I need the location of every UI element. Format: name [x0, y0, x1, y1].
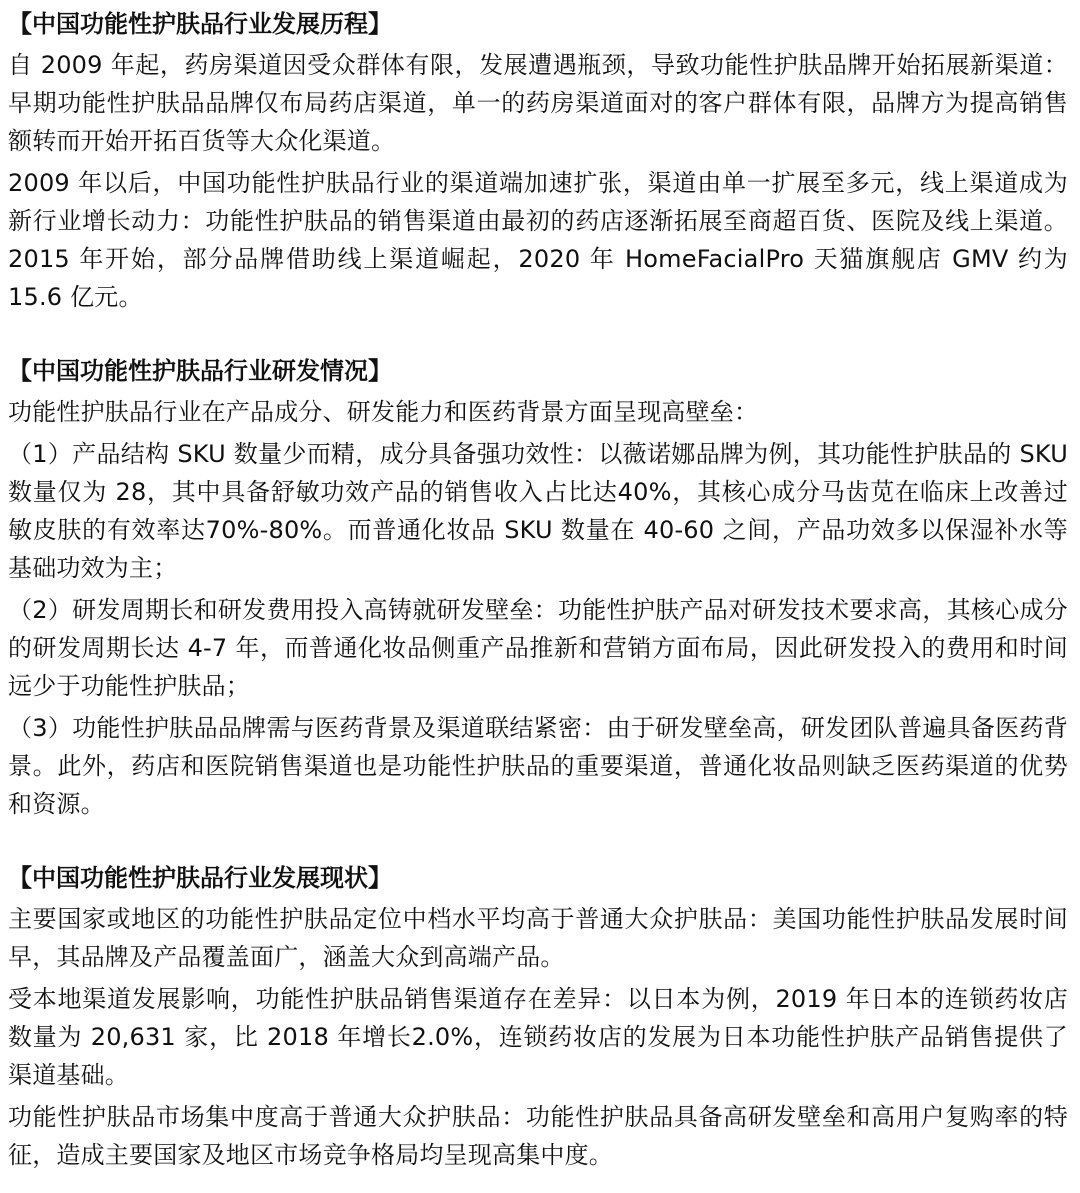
- paragraph: 受本地渠道发展影响，功能性护肤品销售渠道存在差异：以日本为例，2019 年日本的连锁药妆店数量为 20,631 家，比 2018 年增长2.0%，连锁药妆店的发展为日本功能性护肤产品销售提供了渠道基础。: [8, 985, 1068, 1089]
- section-rnd-status: [8, 349, 1068, 823]
- section-title: 【中国功能性护肤品行业发展历程】: [8, 10, 392, 38]
- section-development-history: [8, 2, 1068, 316]
- paragraph: 功能性护肤品市场集中度高于普通大众护肤品：功能性护肤品具备高研发壁垒和高用户复购率的特征，造成主要国家及地区市场竞争格局均呈现高集中度。: [8, 1103, 1068, 1169]
- paragraph: 自 2009 年起，药房渠道因受众群体有限，发展遭遇瓶颈，导致功能性护肤品牌开始拓展新渠道：早期功能性护肤品品牌仅布局药店渠道，单一的药房渠道面对的客户群体有限，品牌方为提高销售额转而开始开拓百货等大众化渠道。: [8, 51, 1068, 155]
- paragraph: （3）功能性护肤品品牌需与医药背景及渠道联结紧密：由于研发壁垒高，研发团队普遍具备医药背景。此外，药店和医院销售渠道也是功能性护肤品的重要渠道，普通化妆品则缺乏医药渠道的优势和资源。: [8, 714, 1068, 818]
- paragraph: 功能性护肤品行业在产品成分、研发能力和医药背景方面呈现高壁垒：: [8, 398, 759, 426]
- section-current-status: [8, 856, 1068, 1174]
- paragraph: 主要国家或地区的功能性护肤品定位中档水平均高于普通大众护肤品：美国功能性护肤品发展时间早，其品牌及产品覆盖面广，涵盖大众到高端产品。: [8, 905, 1068, 971]
- paragraph: （1）产品结构 SKU 数量少而精，成分具备强功效性：以薇诺娜品牌为例，其功能性护肤品的 SKU 数量仅为 28，其中具备舒敏功效产品的销售收入占比达40%，其核心成分马齿苋在临床上改善过敏皮肤的有效率达70%-80%。而普通化妆品 SKU 数量在 40-60 之间，产品功效多以保湿补水等基础功效为主；: [8, 440, 1068, 582]
- paragraph: （2）研发周期长和研发费用投入高铸就研发壁垒：功能性护肤产品对研发技术要求高，其核心成分的研发周期长达 4-7 年，而普通化妆品侧重产品推新和营销方面布局，因此研发投入的费用和时间远少于功能性护肤品；: [8, 596, 1068, 700]
- section-title: 【中国功能性护肤品行业研发情况】: [8, 357, 392, 385]
- paragraph: 2009 年以后，中国功能性护肤品行业的渠道端加速扩张，渠道由单一扩展至多元，线上渠道成为新行业增长动力：功能性护肤品的销售渠道由最初的药店逐渐拓展至商超百货、医院及线上渠道。2015 年开始，部分品牌借助线上渠道崛起，2020 年 HomeFacialPro 天猫旗舰店 GMV 约为 15.6 亿元。: [8, 169, 1068, 311]
- section-title: 【中国功能性护肤品行业发展现状】: [8, 864, 392, 892]
